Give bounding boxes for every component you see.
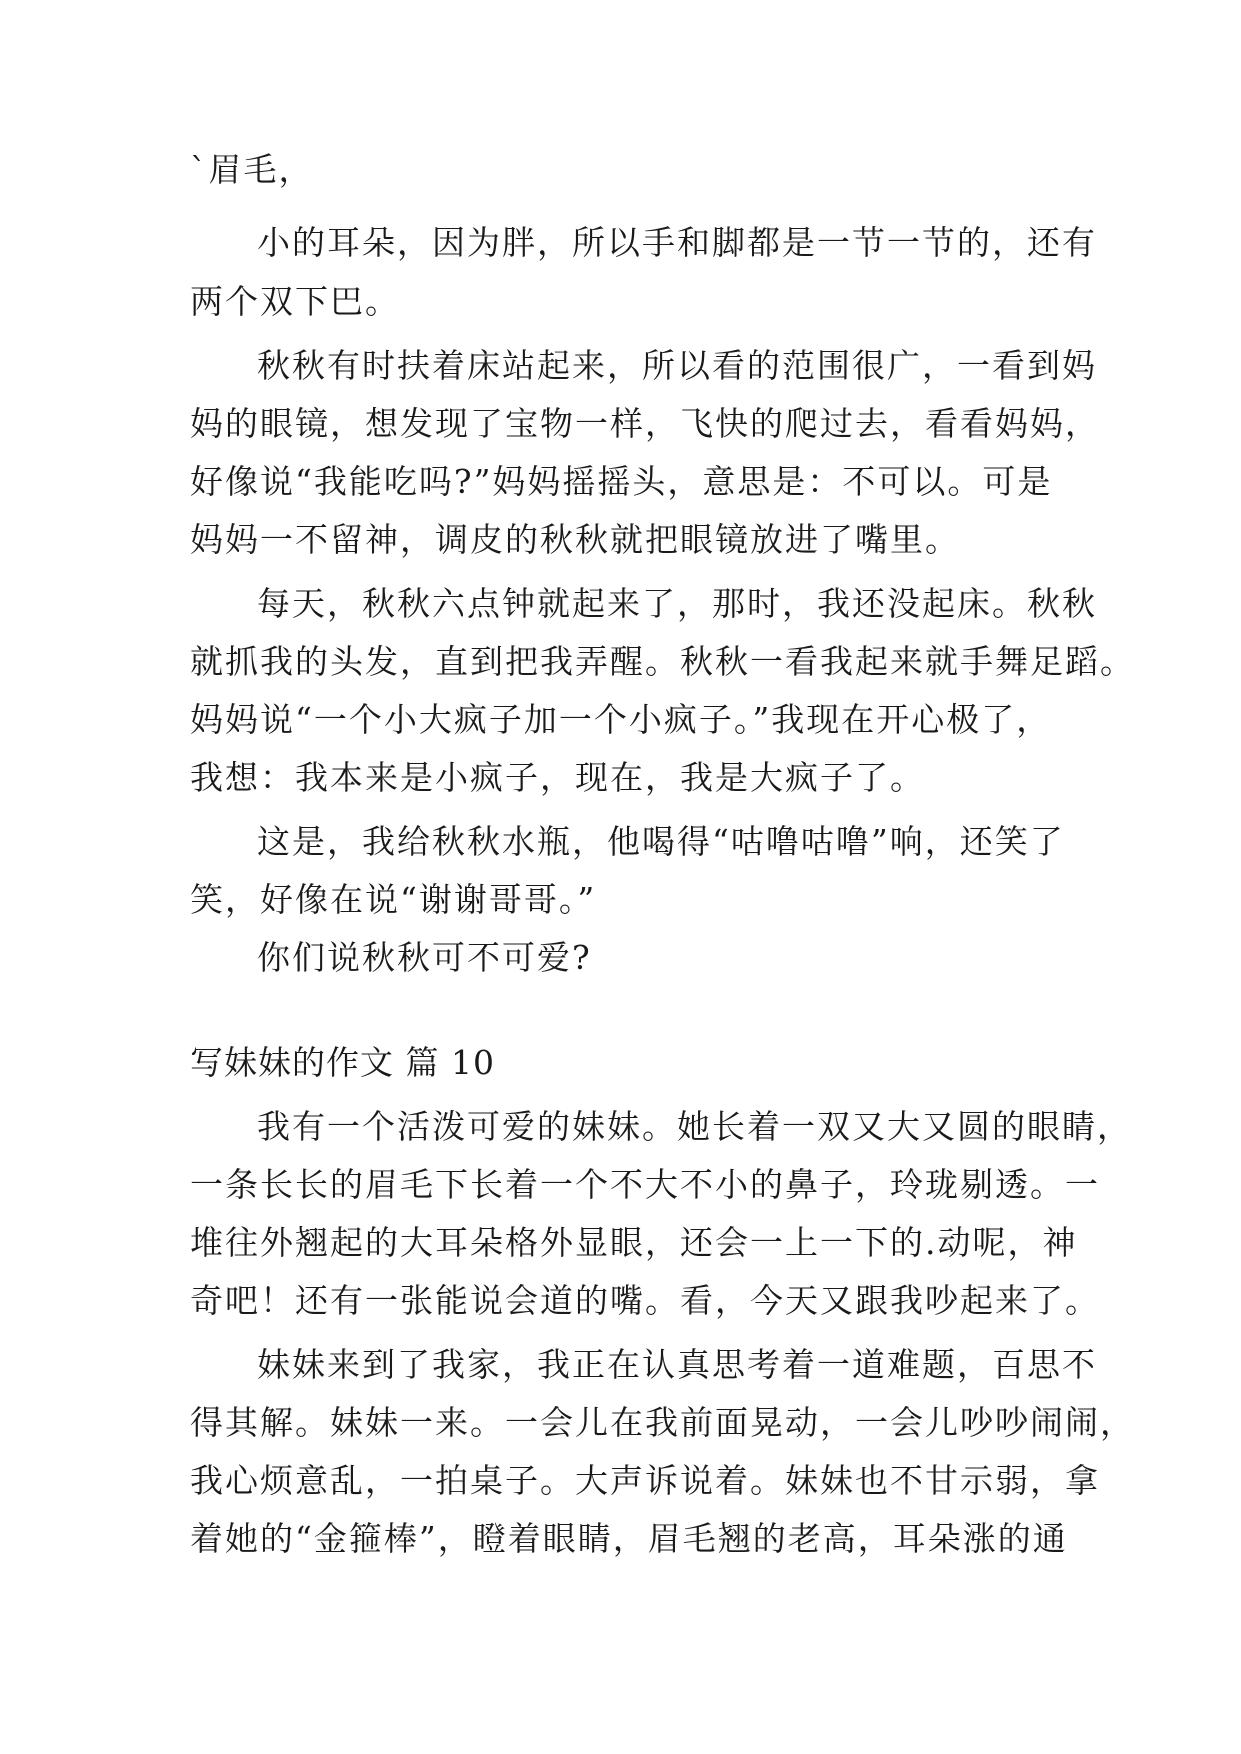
paragraph-start-line: 每天，秋秋六点钟就起来了，那时，我还没起床。秋秋	[257, 584, 1097, 623]
paragraph-start-line: 小的耳朵，因为胖，所以手和脚都是一节一节的，还有	[257, 223, 1097, 262]
text-line: 妈妈说“一个小大疯子加一个小疯子。”我现在开心极了，	[190, 700, 1052, 739]
paragraph-start-line: 秋秋有时扶着床站起来，所以看的范围很广，一看到妈	[257, 346, 1097, 385]
text-line: 堆往外翘起的大耳朵格外显眼，还会一上一下的.动呢，神	[190, 1223, 1078, 1262]
text-line: 笑，好像在说“谢谢哥哥。”	[190, 880, 597, 919]
paragraph-start-line: 妹妹来到了我家，我正在认真思考着一道难题，百思不	[257, 1345, 1097, 1384]
text-line: `眉毛，	[190, 150, 314, 189]
text-line: 着她的“金箍棒”，瞪着眼睛，眉毛翘的老高，耳朵涨的通	[190, 1519, 1068, 1558]
paragraph-start-line: 你们说秋秋可不可爱?	[257, 938, 592, 977]
text-line: 妈妈一不留神，调皮的秋秋就把眼镜放进了嘴里。	[190, 520, 960, 559]
text-line: 得其解。妹妹一来。一会儿在我前面晃动，一会儿吵吵闹闹，	[190, 1403, 1135, 1442]
text-line: 就抓我的头发，直到把我弄醒。秋秋一看我起来就手舞足蹈。	[190, 642, 1135, 681]
text-line: 奇吧！还有一张能说会道的嘴。看，今天又跟我吵起来了。	[190, 1281, 1100, 1320]
text-line: 一条长长的眉毛下长着一个不大不小的鼻子，玲珑剔透。一	[190, 1165, 1100, 1204]
paragraph-start-line: 我有一个活泼可爱的妹妹。她长着一双又大又圆的眼睛，	[257, 1107, 1132, 1146]
text-line: 两个双下巴。	[190, 282, 400, 321]
text-line: 我心烦意乱，一拍桌子。大声诉说着。妹妹也不甘示弱，拿	[190, 1461, 1100, 1500]
text-line: 好像说“我能吃吗?”妈妈摇摇头，意思是：不可以。可是	[190, 462, 1053, 501]
text-line: 我想：我本来是小疯子，现在，我是大疯子了。	[190, 758, 925, 797]
paragraph-start-line: 这是，我给秋秋水瓶，他喝得“咕噜咕噜”响，还笑了	[257, 822, 1065, 861]
text-line: 妈的眼镜，想发现了宝物一样，飞快的爬过去，看看妈妈，	[190, 404, 1100, 443]
section-heading: 写妹妹的作文 篇 10	[190, 1043, 495, 1082]
